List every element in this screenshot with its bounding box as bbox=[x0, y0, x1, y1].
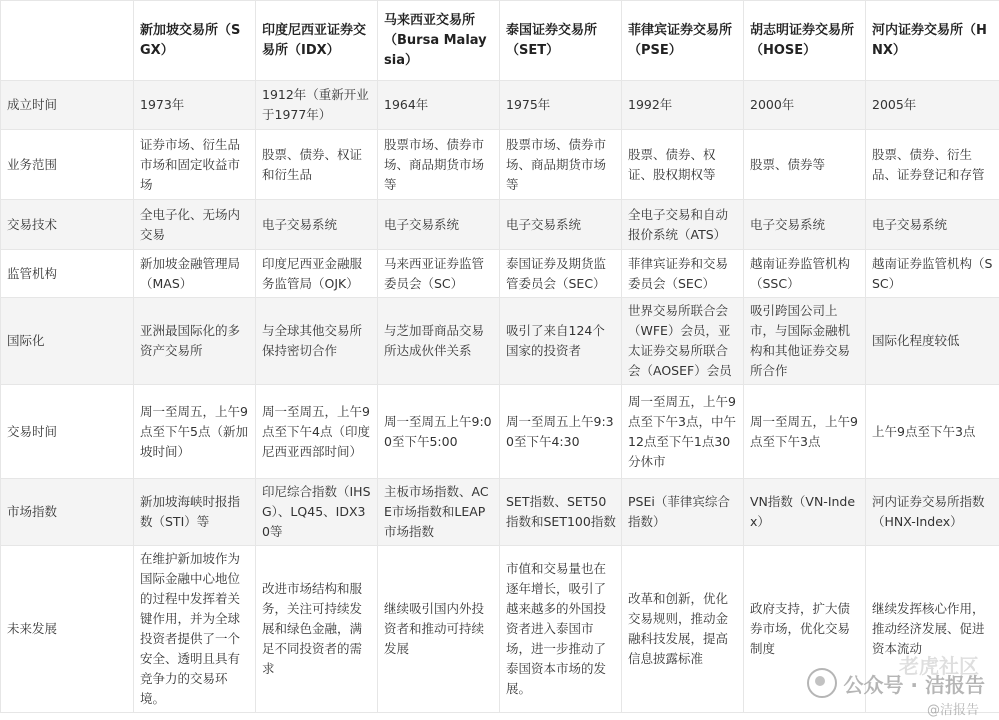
table-cell: 河内证券交易所指数（HNX-Index） bbox=[866, 479, 999, 546]
table-cell: 世界交易所联合会（WFE）会员，亚太证券交易所联合会（AOSEF）会员 bbox=[622, 298, 744, 385]
table-cell: 股票、债券等 bbox=[744, 130, 866, 200]
table-cell: 上午9点至下午3点 bbox=[866, 385, 999, 479]
table-cell: 股票市场、债券市场、商品期货市场等 bbox=[378, 130, 500, 200]
table-cell: 与芝加哥商品交易所达成伙伴关系 bbox=[378, 298, 500, 385]
table-cell: 1964年 bbox=[378, 81, 500, 130]
table-cell: 市值和交易量也在逐年增长，吸引了越来越多的外国投资者进入泰国市场，进一步推动了泰国资本市场的发展。 bbox=[500, 546, 622, 713]
table-cell: 新加坡金融管理局（MAS） bbox=[134, 250, 256, 298]
table-cell: 继续发挥核心作用，推动经济发展、促进资本流动 bbox=[866, 546, 999, 713]
table-cell: 改进市场结构和服务，关注可持续发展和绿色金融，满足不同投资者的需求 bbox=[256, 546, 378, 713]
row-label: 交易技术 bbox=[1, 200, 134, 250]
table-row bbox=[1, 298, 999, 385]
table-row bbox=[1, 479, 999, 546]
table-cell: 电子交易系统 bbox=[500, 200, 622, 250]
table-cell: 与全球其他交易所保持密切合作 bbox=[256, 298, 378, 385]
table-cell: 印度尼西亚金融服务监管局（OJK） bbox=[256, 250, 378, 298]
watermark-text: 公众号 · 洁报告 bbox=[843, 672, 985, 697]
table-cell: 电子交易系统 bbox=[866, 200, 999, 250]
table-row bbox=[1, 546, 999, 713]
table-cell: 1912年（重新开业于1977年） bbox=[256, 81, 378, 130]
header-cell-hose: 胡志明证券交易所（HOSE） bbox=[744, 1, 866, 81]
header-cell-bursa: 马来西亚交易所（Bursa Malaysia） bbox=[378, 1, 500, 81]
table-cell: 证券市场、衍生品市场和固定收益市场 bbox=[134, 130, 256, 200]
header-cell-pse: 菲律宾证券交易所（PSE） bbox=[622, 1, 744, 81]
table-cell: 周一至周五，上午9点至下午3点，中午12点至下午1点30分休市 bbox=[622, 385, 744, 479]
row-label: 国际化 bbox=[1, 298, 134, 385]
table-cell: 1973年 bbox=[134, 81, 256, 130]
faint-watermark: 老虎社区 bbox=[899, 654, 979, 678]
row-label: 业务范围 bbox=[1, 130, 134, 200]
table-cell: 周一至周五，上午9点至下午4点（印度尼西亚西部时间） bbox=[256, 385, 378, 479]
row-label: 市场指数 bbox=[1, 479, 134, 546]
table-cell: 亚洲最国际化的多资产交易所 bbox=[134, 298, 256, 385]
header-cell-idx: 印度尼西亚证券交易所（IDX） bbox=[256, 1, 378, 81]
header-cell-empty bbox=[1, 1, 134, 81]
table-cell: 越南证券监管机构（SSC） bbox=[866, 250, 999, 298]
row-label: 监管机构 bbox=[1, 250, 134, 298]
watermark-handle: @洁报告 bbox=[926, 703, 979, 718]
table-cell: 2000年 bbox=[744, 81, 866, 130]
table-row bbox=[1, 81, 999, 130]
table-cell: 股票、债券、权证和衍生品 bbox=[256, 130, 378, 200]
table-cell: 周一至周五，上午9点至下午3点 bbox=[744, 385, 866, 479]
header-cell-sgx: 新加坡交易所（SGX） bbox=[134, 1, 256, 81]
header-cell-hnx: 河内证券交易所（HNX） bbox=[866, 1, 999, 81]
table-cell: 股票市场、债券市场、商品期货市场等 bbox=[500, 130, 622, 200]
table-row bbox=[1, 200, 999, 250]
table-cell: 新加坡海峡时报指数（STI）等 bbox=[134, 479, 256, 546]
table-cell: 政府支持，扩大债券市场，优化交易制度 bbox=[744, 546, 866, 713]
table-cell: 改革和创新，优化交易规则，推动金融科技发展，提高信息披露标准 bbox=[622, 546, 744, 713]
table-cell: 吸引了来自124个国家的投资者 bbox=[500, 298, 622, 385]
table-cell: 全电子化、无场内交易 bbox=[134, 200, 256, 250]
table-cell: 2005年 bbox=[866, 81, 999, 130]
table-cell: 在维护新加坡作为国际金融中心地位的过程中发挥着关键作用，并为全球投资者提供了一个安全、透明且具有竞争力的交易环境。 bbox=[134, 546, 256, 713]
table-cell: SET指数、SET50指数和SET100指数 bbox=[500, 479, 622, 546]
table-cell: 国际化程度较低 bbox=[866, 298, 999, 385]
row-label: 未来发展 bbox=[1, 546, 134, 713]
table-cell: PSEi（菲律宾综合指数） bbox=[622, 479, 744, 546]
table-cell: 电子交易系统 bbox=[378, 200, 500, 250]
table-cell: 1992年 bbox=[622, 81, 744, 130]
table-row bbox=[1, 250, 999, 298]
table-cell: 印尼综合指数（IHSG）、LQ45、IDX30等 bbox=[256, 479, 378, 546]
table-cell: 主板市场指数、ACE市场指数和LEAP市场指数 bbox=[378, 479, 500, 546]
table-cell: 继续吸引国内外投资者和推动可持续发展 bbox=[378, 546, 500, 713]
header-cell-set: 泰国证券交易所（SET） bbox=[500, 1, 622, 81]
table-cell: VN指数（VN-Index） bbox=[744, 479, 866, 546]
table-cell: 周一至周五，上午9点至下午5点（新加坡时间） bbox=[134, 385, 256, 479]
row-label: 交易时间 bbox=[1, 385, 134, 479]
table-cell: 马来西亚证券监管委员会（SC） bbox=[378, 250, 500, 298]
table-cell: 全电子交易和自动报价系统（ATS） bbox=[622, 200, 744, 250]
table-row bbox=[1, 130, 999, 200]
table-cell: 股票、债券、权证、股权期权等 bbox=[622, 130, 744, 200]
table-cell: 周一至周五上午9:30至下午4:30 bbox=[500, 385, 622, 479]
header-row bbox=[1, 1, 999, 81]
table-cell: 泰国证券及期货监管委员会（SEC） bbox=[500, 250, 622, 298]
table-cell: 越南证券监管机构（SSC） bbox=[744, 250, 866, 298]
table-cell: 菲律宾证券和交易委员会（SEC） bbox=[622, 250, 744, 298]
table-cell: 电子交易系统 bbox=[256, 200, 378, 250]
table-cell: 吸引跨国公司上市，与国际金融机构和其他证券交易所合作 bbox=[744, 298, 866, 385]
row-label: 成立时间 bbox=[1, 81, 134, 130]
table-cell: 电子交易系统 bbox=[744, 200, 866, 250]
table-cell: 股票、债券、衍生品、证券登记和存管 bbox=[866, 130, 999, 200]
table-cell: 1975年 bbox=[500, 81, 622, 130]
table-row bbox=[1, 385, 999, 479]
table-cell: 周一至周五上午9:00至下午5:00 bbox=[378, 385, 500, 479]
